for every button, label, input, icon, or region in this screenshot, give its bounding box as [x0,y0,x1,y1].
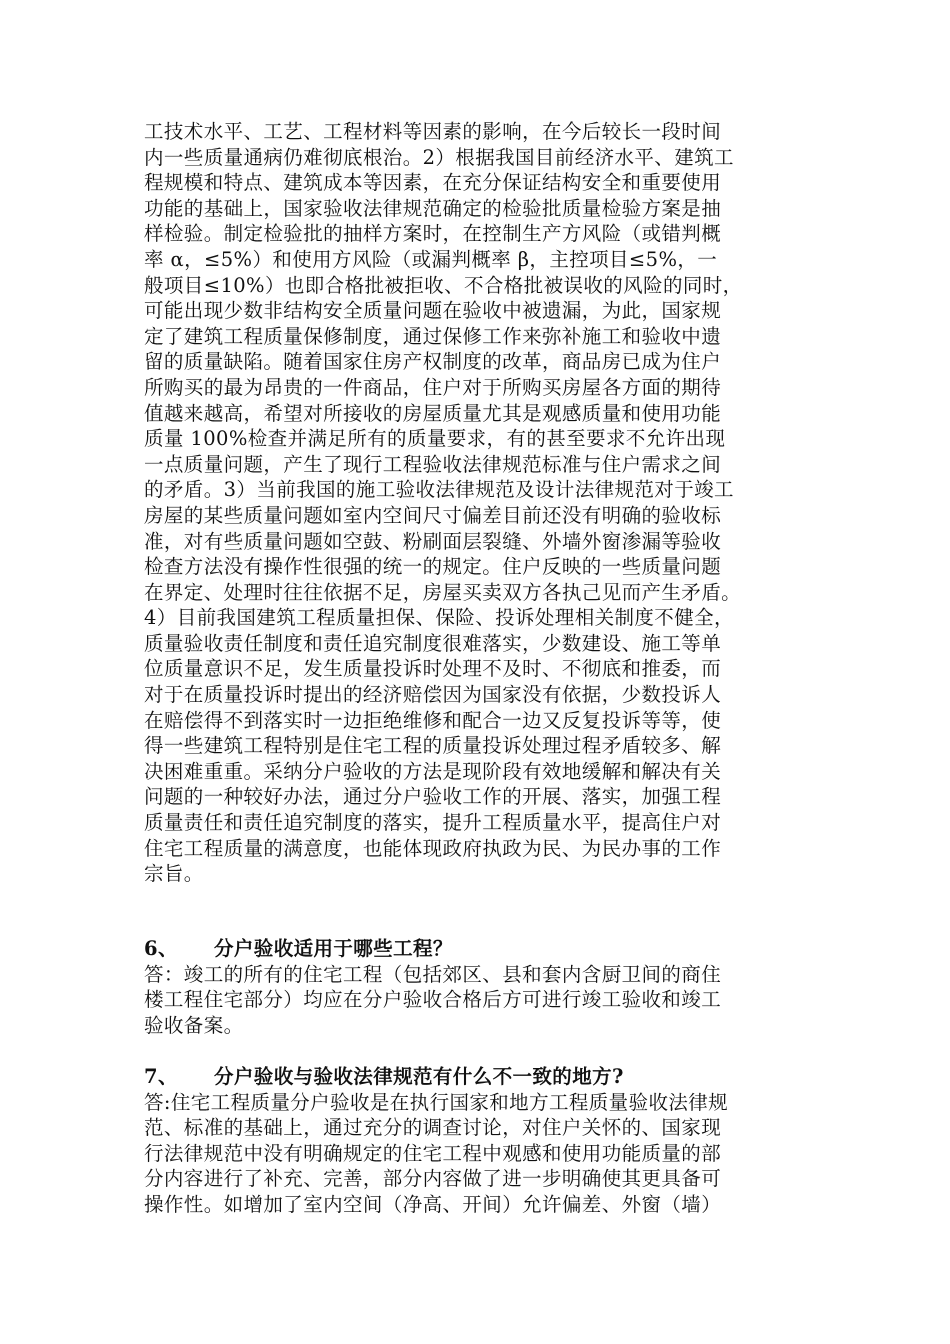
paragraph-line: 住宅工程质量的满意度，也能体现政府执政为民、为民办事的工作 [144,836,722,860]
answer-line: 楼工程住宅部分）均应在分户验收合格后方可进行竣工验收和竣工 [144,988,722,1012]
question-number: 6、 [144,937,178,960]
paragraph-line: 般项目≤10%）也即合格批被拒收、不合格批被误收的风险的同时， [144,273,743,297]
paragraph-line: 功能的基础上，国家验收法律规范确定的检验批质量检验方案是抽 [144,196,722,220]
paragraph-line: 4）目前我国建筑工程质量担保、保险、投诉处理相关制度不健全， [144,606,734,630]
paragraph-line: 质量验收责任制度和责任追究制度很难落实，少数建设、施工等单 [144,631,722,655]
paragraph-line: 内一些质量通病仍难彻底根治。2）根据我国目前经济水平、建筑工 [144,145,734,169]
answer-line: 操作性。如增加了室内空间（净高、开间）允许偏差、外窗（墙） [144,1192,722,1216]
paragraph-line: 问题的一种较好办法，通过分户验收工作的开展、落实，加强工程 [144,785,722,809]
paragraph-line: 得一些建筑工程特别是住宅工程的质量投诉处理过程矛盾较多、解 [144,734,722,758]
paragraph-line: 在界定、处理时往往依据不足，房屋买卖双方各执己见而产生矛盾。 [144,580,742,604]
answer-line: 行法律规范中没有明确规定的住宅工程中观感和使用功能质量的部 [144,1141,722,1165]
question-title: 分户验收适用于哪些工程？ [214,937,453,960]
question-heading [144,1064,808,1090]
answer-line: 范、标准的基础上，通过充分的调查讨论，对住户关怀的、国家现 [144,1116,722,1140]
paragraph-line: 宗旨。 [144,862,204,886]
paragraph-line: 值越来越高，希望对所接收的房屋质量尤其是观感质量和使用功能 [144,401,722,425]
paragraph-line: 准，对有些质量问题如空鼓、粉刷面层裂缝、外墙外窗渗漏等验收 [144,529,722,553]
paragraph-line: 率 α，≤5%）和使用方风险（或漏判概率 β，主控项目≤5%，一 [144,247,718,271]
paragraph-line: 对于在质量投诉时提出的经济赔偿因为国家没有依据，少数投诉人 [144,683,722,707]
paragraph-line: 程规模和特点、建筑成本等因素，在充分保证结构安全和重要使用 [144,171,722,195]
paragraph-line: 可能出现少数非结构安全质量问题在验收中被遗漏，为此，国家规 [144,299,722,323]
paragraph-line: 一点质量问题，产生了现行工程验收法律规范标准与住户需求之间 [144,452,722,476]
paragraph-line: 房屋的某些质量问题如室内空间尺寸偏差目前还没有明确的验收标 [144,503,722,527]
paragraph-line: 位质量意识不足，发生质量投诉时处理不及时、不彻底和推委，而 [144,657,722,681]
paragraph-line: 工技术水平、工艺、工程材料等因素的影响，在今后较长一段时间 [144,120,722,143]
main-paragraph [144,119,808,887]
paragraph-line: 留的质量缺陷。随着国家住房产权制度的改革，商品房已成为住户 [144,350,722,374]
paragraph-line: 质量 100%检查并满足所有的质量要求，有的甚至要求不允许出现 [144,427,726,451]
answer-line: 验收备案。 [144,1013,244,1037]
paragraph-line: 质量责任和责任追究制度的落实，提升工程质量水平，提高住户对 [144,811,722,835]
question-7-section [144,1064,808,1218]
question-heading [144,936,808,962]
question-6-section [144,936,808,1038]
answer-line: 答:住宅工程质量分户验收是在执行国家和地方工程质量验收法律规 [144,1090,729,1114]
paragraph-line: 的矛盾。3）当前我国的施工验收法律规范及设计法律规范对于竣工 [144,478,734,502]
paragraph-line: 定了建筑工程质量保修制度，通过保修工作来弥补施工和验收中遗 [144,324,722,348]
question-title: 分户验收与验收法律规范有什么不一致的地方? [214,1065,624,1088]
paragraph-line: 样检验。制定检验批的抽样方案时，在控制生产方风险（或错判概 [144,222,722,246]
paragraph-line: 在赔偿得不到落实时一边拒绝维修和配合一边又反复投诉等等，使 [144,708,722,732]
paragraph-line: 所购买的最为昂贵的一件商品，住户对于所购买房屋各方面的期待 [144,375,722,399]
paragraph-line: 决困难重重。采纳分户验收的方法是现阶段有效地缓解和解决有关 [144,759,722,783]
answer-line: 分内容进行了补充、完善，部分内容做了进一步明确使其更具备可 [144,1167,722,1191]
paragraph-line: 检查方法没有操作性很强的统一的规定。住户反映的一些质量问题 [144,555,722,579]
answer-line: 答：竣工的所有的住宅工程（包括郊区、县和套内含厨卫间的商住 [144,962,722,986]
question-number: 7、 [144,1065,178,1088]
